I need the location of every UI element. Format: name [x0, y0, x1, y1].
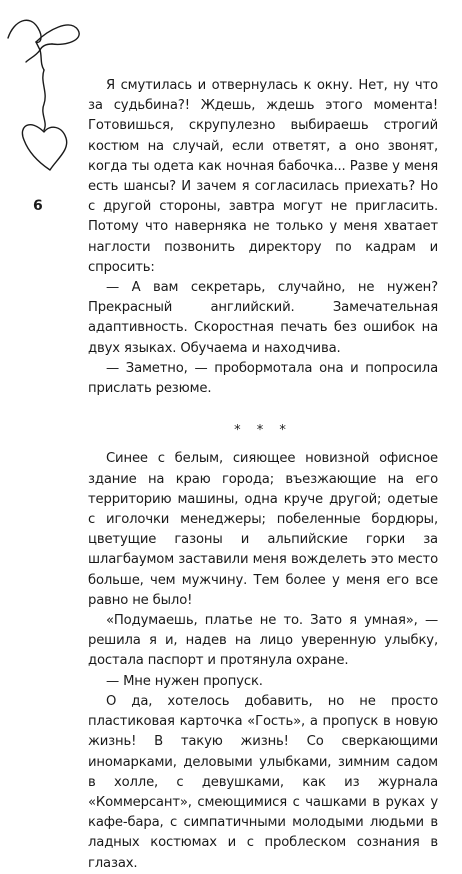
paragraph: Синее с белым, сияющее новизной офисное здание на краю города; въезжающие на его территорию машины, одна круче другой; одетые с иголочки менеджеры; побеленные бордюры, цветущие газоны и альпийские горки за шлагбаумом заставили меня вожделеть это место больше, чем мужчину. Тем более у меня его все равно не было!: [88, 451, 438, 608]
paragraph: О да, хотелось добавить, но не просто пластиковая карточка «Гость», а пропуск в новую жизнь! В такую жизнь! Со сверкающими иномарками, деловыми улыбками, зимним садом в холле, с девушками, как из журнала «Коммерсант», смеющимися с чашками в руках у кафе-бара, с симпатичными молодыми людьми в ладных костюмах и с проблеском сознания в глазах.: [88, 693, 438, 871]
body-text: [88, 76, 438, 874]
paragraph: — Мне нужен пропуск.: [106, 673, 263, 689]
paragraph: — А вам секретарь, случайно, не нужен? Прекрасный английский. Замечательная адаптивность. Скоростная печать без ошибок на двух языках. Обучаема и находчива.: [88, 280, 438, 356]
paragraph: «Подумаешь, платье не то. Зато я умная», — решила я и, надев на лицо уверенную улыбку, достала паспорт и протянула охране.: [88, 613, 438, 669]
paragraph: — Заметно, — пробормотала она и попросила прислать резюме.: [88, 360, 438, 397]
paragraph: Я смутилась и отвернулась к окну. Нет, ну что за судьбина?! Ждешь, ждешь этого момента! Готовишься, скрупулезно выбираешь строгий костюм на случай, если ответят, а оно звонят, когда ты одета как ночная бабочка... Разве у меня есть шансы? И зачем я согласилась приехать? Но с другой стороны, завтра могут не пригласить. Потому что наверняка не только у меня хватает наглости позвонить директору по кадрам и спросить:: [88, 78, 438, 275]
heart-on-string-icon: [0, 0, 90, 200]
page-number: 6: [33, 198, 43, 214]
section-separator: * * *: [234, 423, 292, 439]
